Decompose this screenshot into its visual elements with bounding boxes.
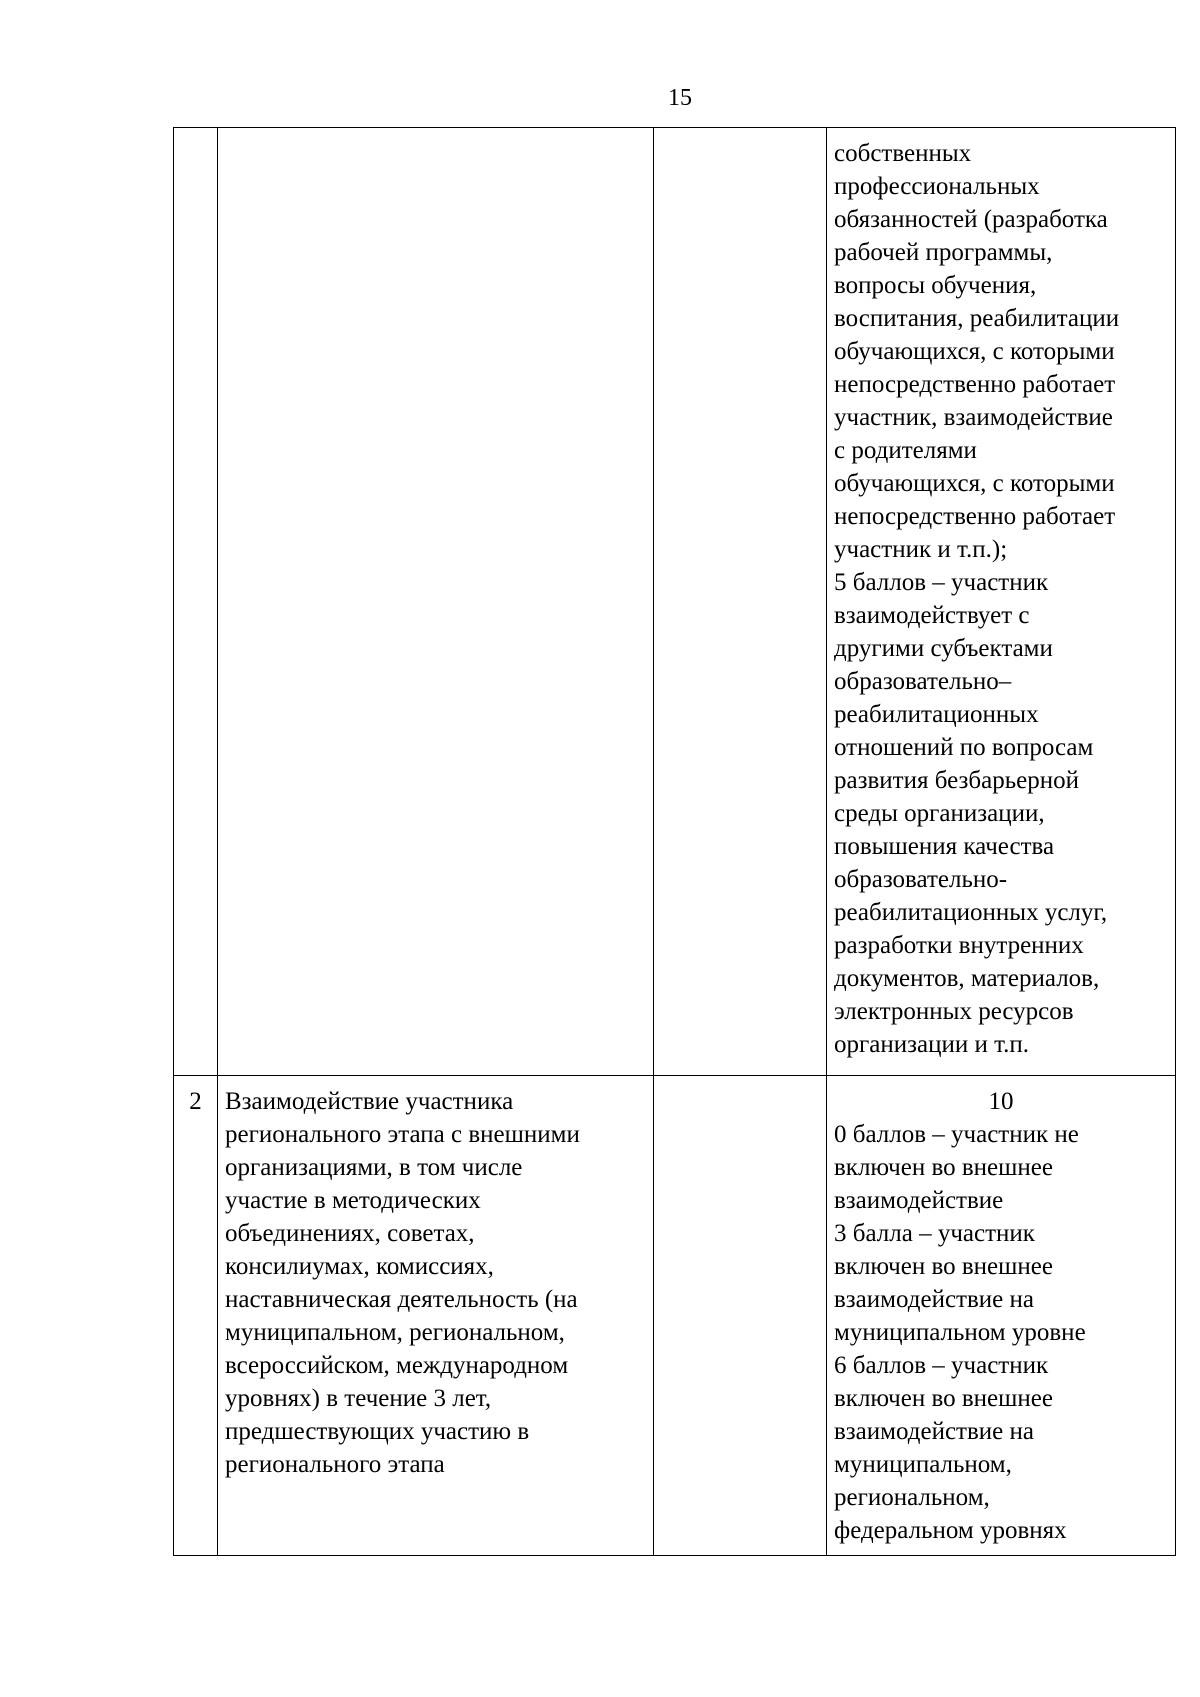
scoring-line: участник и т.п.); (834, 536, 1008, 563)
criterion-line: объединениях, советах, (225, 1220, 475, 1247)
scoring-line: реабилитационных услуг, (834, 899, 1108, 926)
scoring-line: 3 балла – участник (834, 1220, 1035, 1247)
criterion-line: уровнях) в течение 3 лет, (225, 1385, 492, 1412)
page-number: 15 (668, 85, 692, 111)
criterion-line: регионального этапа с внешними (225, 1121, 580, 1148)
criterion-line: муниципальном, региональном, (225, 1319, 565, 1346)
scoring-line: взаимодействие на (834, 1286, 1034, 1313)
scoring-line: другими субъектами (834, 635, 1053, 662)
row-number-cell (174, 128, 218, 1076)
scoring-line: образовательно– (834, 668, 1012, 695)
scoring-line: обязанностей (разработка (834, 206, 1108, 233)
table-row (174, 1076, 1176, 1556)
scoring-line: рабочей программы, (834, 239, 1053, 266)
scoring-line: разработки внутренних (834, 932, 1084, 959)
empty-cell (654, 128, 827, 1076)
scoring-line: реабилитационных (834, 701, 1039, 728)
criterion-line: наставническая деятельность (на (225, 1286, 578, 1313)
criterion-line: регионального этапа (225, 1451, 445, 1478)
scoring-line: 6 баллов – участник (834, 1352, 1049, 1379)
table-row (174, 128, 1176, 1076)
scoring-line: включен во внешнее (834, 1385, 1053, 1412)
criterion-line: организациями, в том числе (225, 1154, 523, 1181)
scoring-cell (827, 1076, 1176, 1556)
scoring-line: отношений по вопросам (834, 734, 1094, 761)
scoring-line: обучающихся, с которыми (834, 470, 1115, 497)
scoring-line: профессиональных (834, 173, 1040, 200)
scoring-line: региональном, (834, 1484, 990, 1511)
criterion-cell (218, 128, 654, 1076)
scoring-line: с родителями (834, 437, 977, 464)
row-number-cell: 2 (174, 1076, 218, 1556)
scoring-line: участник, взаимодействие (834, 404, 1113, 431)
scoring-line: образовательно- (834, 866, 1008, 893)
scoring-line: вопросы обучения, (834, 272, 1037, 299)
scoring-line: повышения качества (834, 833, 1055, 860)
scoring-line: 0 баллов – участник не (834, 1121, 1079, 1148)
scoring-line: включен во внешнее (834, 1154, 1053, 1181)
scoring-line: муниципальном уровне (834, 1319, 1086, 1346)
scoring-line: муниципальном, (834, 1451, 1012, 1478)
scoring-line: документов, материалов, (834, 965, 1100, 992)
scoring-line: собственных (834, 140, 972, 167)
criterion-line: предшествующих участию в (225, 1418, 530, 1445)
scoring-cell (827, 128, 1176, 1076)
scoring-line: непосредственно работает (834, 503, 1116, 530)
scoring-line: обучающихся, с которыми (834, 338, 1115, 365)
scoring-line: организации и т.п. (834, 1031, 1030, 1058)
criterion-line: участие в методических (225, 1187, 481, 1214)
empty-cell (654, 1076, 827, 1556)
criteria-table (173, 127, 1176, 1556)
criterion-cell (218, 1076, 654, 1556)
scoring-line: включен во внешнее (834, 1253, 1053, 1280)
scoring-line: воспитания, реабилитации (834, 305, 1120, 332)
scoring-line: 5 баллов – участник (834, 569, 1049, 596)
scoring-line: взаимодействие (834, 1187, 1004, 1214)
scoring-line: взаимодействие на (834, 1418, 1034, 1445)
criterion-line: всероссийском, международном (225, 1352, 569, 1379)
criterion-line: Взаимодействие участника (225, 1088, 514, 1115)
max-score: 10 (988, 1088, 1014, 1115)
criterion-line: консилиумах, комиссиях, (225, 1253, 494, 1280)
scoring-line: непосредственно работает (834, 371, 1116, 398)
scoring-line: среды организации, (834, 800, 1045, 827)
scoring-line: электронных ресурсов (834, 998, 1074, 1025)
scoring-line: взаимодействует с (834, 602, 1030, 629)
scoring-line: развития безбарьерной (834, 767, 1079, 794)
scoring-line: федеральном уровнях (834, 1517, 1067, 1544)
